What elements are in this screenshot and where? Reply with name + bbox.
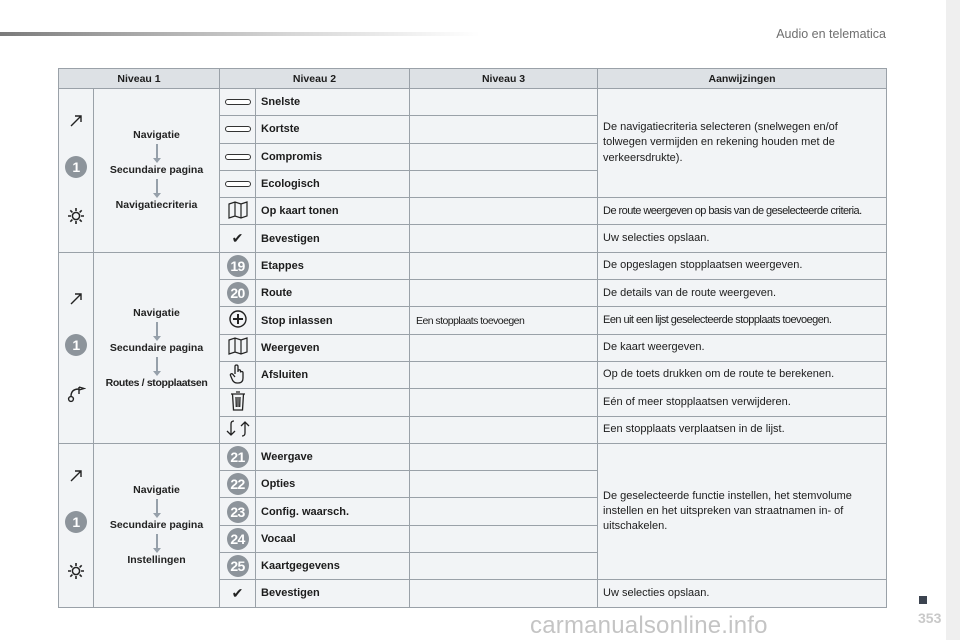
row-note: Een uit een lijst geselecteerde stopplaats toevoegen. xyxy=(598,307,887,334)
nav-path-navigatie: Navigatie xyxy=(133,129,180,142)
group2-navigation-path xyxy=(94,252,220,443)
nav-path-navigatie: Navigatie xyxy=(133,306,180,319)
nav-path-secundaire-pagina: Secundaire pagina xyxy=(109,341,204,354)
level3-empty xyxy=(410,361,598,388)
navigation-arrow-icon xyxy=(68,292,84,306)
level2-label: Kaartgegevens xyxy=(256,553,410,580)
level2-label: Config. waarsch. xyxy=(256,498,410,525)
nav-path-routes-stopplaatsen: Routes / stopplaatsen xyxy=(105,376,208,389)
navigation-arrow-icon xyxy=(68,114,84,128)
level3-empty xyxy=(410,252,598,279)
map-icon-cell xyxy=(220,198,256,225)
level3-empty xyxy=(410,389,598,416)
level3-empty xyxy=(410,198,598,225)
number-badge-cell xyxy=(220,525,256,552)
slider-icon-cell xyxy=(220,116,256,143)
level3-empty xyxy=(410,443,598,470)
number-badge-cell xyxy=(220,471,256,498)
level3-empty xyxy=(410,170,598,197)
level3-empty xyxy=(410,334,598,361)
trash-icon-cell xyxy=(220,389,256,416)
group3-note: De geselecteerde functie instellen, het stemvolume instellen en het uitspreken van straatnamen in- of uitschakelen. xyxy=(598,443,887,579)
level1-badge: 1 xyxy=(65,156,87,178)
row-note: Een stopplaats verplaatsen in de lijst. xyxy=(598,416,887,443)
map-icon-cell xyxy=(220,334,256,361)
down-arrow-icon xyxy=(156,499,158,513)
page-marker xyxy=(919,596,927,604)
level2-label: Vocaal xyxy=(256,525,410,552)
group1-navigation-path xyxy=(94,89,220,253)
map-icon xyxy=(228,201,248,219)
slider-icon xyxy=(225,181,251,187)
page-edge-strip xyxy=(946,0,960,640)
level2-label xyxy=(256,389,410,416)
header-gradient-bar xyxy=(0,32,480,36)
level3-empty xyxy=(410,89,598,116)
number-badge-cell xyxy=(220,498,256,525)
group1-note: De navigatiecriteria selecteren (snelwegen en/of tolwegen vermijden en rekening houden met de verkeersdrukte). xyxy=(598,89,887,198)
page-number: 353 xyxy=(918,610,942,626)
level2-label: Stop inlassen xyxy=(256,307,410,334)
move-icon-cell xyxy=(220,416,256,443)
group3-navigation-path xyxy=(94,443,220,607)
slider-icon-cell xyxy=(220,143,256,170)
number-badge-cell xyxy=(220,553,256,580)
level2-label: Opties xyxy=(256,471,410,498)
level3-empty xyxy=(410,553,598,580)
column-header-level3: Niveau 3 xyxy=(410,69,598,89)
check-icon: ✔ xyxy=(231,584,244,601)
row-note: De route weergeven op basis van de geselecteerde criteria. xyxy=(598,198,887,225)
level3-empty xyxy=(410,225,598,252)
level2-label: Op kaart tonen xyxy=(256,198,410,225)
level1-badge: 1 xyxy=(65,334,87,356)
number-badge-cell xyxy=(220,443,256,470)
down-arrow-icon xyxy=(156,357,158,371)
down-arrow-icon xyxy=(156,144,158,158)
row-note: Op de toets drukken om de route te berekenen. xyxy=(598,361,887,388)
check-icon: ✔ xyxy=(231,230,244,247)
settings-gear-icon xyxy=(66,561,86,581)
level3-empty xyxy=(410,471,598,498)
navigation-arrow-icon xyxy=(68,469,84,483)
slider-icon-cell xyxy=(220,170,256,197)
check-icon-cell xyxy=(220,580,256,607)
level3-empty xyxy=(410,580,598,607)
row-note: De kaart weergeven. xyxy=(598,334,887,361)
level2-label xyxy=(256,416,410,443)
number-badge: 23 xyxy=(227,501,249,523)
add-icon-cell xyxy=(220,307,256,334)
slider-icon xyxy=(225,126,251,132)
group2-level1-icons xyxy=(59,252,94,443)
hand-pointer-icon xyxy=(229,364,247,384)
level2-label: Snelste xyxy=(256,89,410,116)
level2-label: Ecologisch xyxy=(256,170,410,197)
level2-label: Etappes xyxy=(256,252,410,279)
route-flag-icon xyxy=(66,384,86,404)
level3-empty xyxy=(410,143,598,170)
nav-path-navigatie: Navigatie xyxy=(133,484,180,497)
level2-label: Weergave xyxy=(256,443,410,470)
level3-label: Een stopplaats toevoegen xyxy=(410,307,598,334)
number-badge: 22 xyxy=(227,473,249,495)
group3-level1-icons xyxy=(59,443,94,607)
slider-icon-cell xyxy=(220,89,256,116)
nav-settings-gear-icon xyxy=(66,206,86,226)
row-note: Eén of meer stopplaatsen verwijderen. xyxy=(598,389,887,416)
column-header-level2: Niveau 2 xyxy=(220,69,410,89)
row-note: Uw selecties opslaan. xyxy=(598,580,887,607)
trash-icon xyxy=(230,391,246,411)
hand-icon-cell xyxy=(220,361,256,388)
group1-level1-icons xyxy=(59,89,94,253)
level3-empty xyxy=(410,280,598,307)
check-icon-cell xyxy=(220,225,256,252)
slider-icon xyxy=(225,99,251,105)
level3-empty xyxy=(410,498,598,525)
number-badge: 21 xyxy=(227,446,249,468)
level3-empty xyxy=(410,525,598,552)
number-badge-cell xyxy=(220,252,256,279)
nav-path-instellingen: Instellingen xyxy=(127,554,186,567)
down-arrow-icon xyxy=(156,534,158,548)
level2-label: Route xyxy=(256,280,410,307)
number-badge: 24 xyxy=(227,528,249,550)
row-note: De details van de route weergeven. xyxy=(598,280,887,307)
column-header-notes: Aanwijzingen xyxy=(598,69,887,89)
level2-label: Bevestigen xyxy=(256,225,410,252)
level2-label: Weergeven xyxy=(256,334,410,361)
nav-path-navigatiecriteria: Navigatiecriteria xyxy=(115,199,198,212)
number-badge-cell xyxy=(220,280,256,307)
row-note: De opgeslagen stopplaatsen weergeven. xyxy=(598,252,887,279)
nav-path-secundaire-pagina: Secundaire pagina xyxy=(109,164,204,177)
watermark: carmanualsonline.info xyxy=(530,612,768,639)
move-icon xyxy=(225,418,251,438)
section-title: Audio en telematica xyxy=(776,27,886,41)
level2-label: Kortste xyxy=(256,116,410,143)
level2-label: Afsluiten xyxy=(256,361,410,388)
column-header-level1: Niveau 1 xyxy=(59,69,220,89)
navigation-menu-table xyxy=(58,68,887,608)
down-arrow-icon xyxy=(156,179,158,193)
number-badge: 25 xyxy=(227,555,249,577)
down-arrow-icon xyxy=(156,322,158,336)
nav-path-secundaire-pagina: Secundaire pagina xyxy=(109,519,204,532)
level2-label: Bevestigen xyxy=(256,580,410,607)
number-badge: 20 xyxy=(227,282,249,304)
number-badge: 19 xyxy=(227,255,249,277)
level3-empty xyxy=(410,416,598,443)
row-note: Uw selecties opslaan. xyxy=(598,225,887,252)
map-icon xyxy=(228,337,248,355)
level2-label: Compromis xyxy=(256,143,410,170)
level1-badge: 1 xyxy=(65,511,87,533)
add-circle-icon xyxy=(228,309,248,329)
level3-empty xyxy=(410,116,598,143)
slider-icon xyxy=(225,154,251,160)
